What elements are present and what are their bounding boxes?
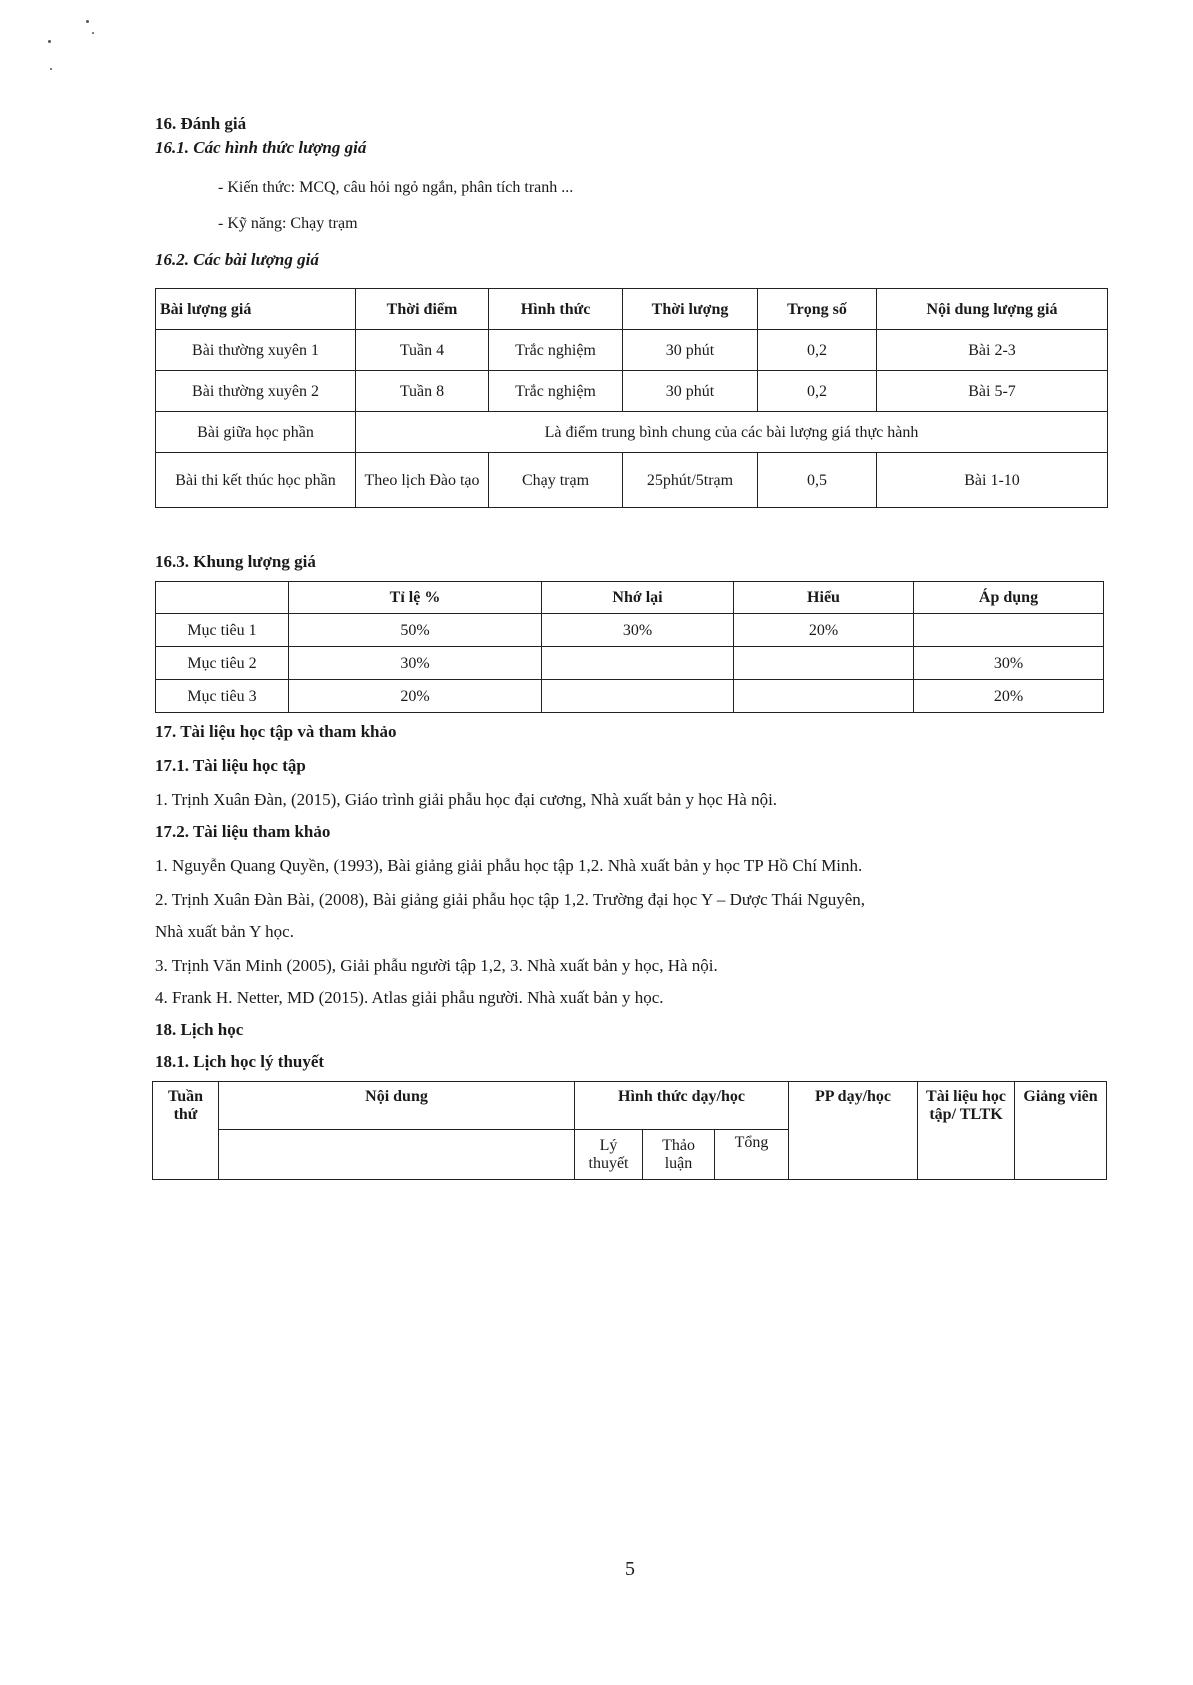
- table-row: [156, 614, 1104, 647]
- page-number: 5: [625, 1558, 635, 1580]
- table-cell: 30 phút: [623, 371, 758, 412]
- assessment-form-knowledge: - Kiến thức: MCQ, câu hỏi ngỏ ngắn, phân tích tranh ...: [218, 179, 574, 196]
- table-cell: Bài 5-7: [877, 371, 1108, 412]
- table-header-row: [156, 289, 1108, 330]
- reference-item-continued: Nhà xuất bản Y học.: [155, 922, 294, 941]
- table-cell: Trắc nghiệm: [489, 330, 623, 371]
- table-cell: Tuần 8: [356, 371, 489, 412]
- section-17-title: 17. Tài liệu học tập và tham khảo: [155, 722, 397, 741]
- assessment-framework-table: [155, 581, 1104, 713]
- reference-item: 2. Trịnh Xuân Đàn Bài, (2008), Bài giảng giải phẫu học tập 1,2. Trường đại học Y – Dược Thái Nguyên,: [155, 890, 866, 909]
- table-cell: Tuần 4: [356, 330, 489, 371]
- table-row: [156, 412, 1108, 453]
- table-cell: 20%: [734, 614, 914, 647]
- col-subheader: Thảo luận: [643, 1130, 715, 1180]
- table-cell: Mục tiêu 2: [156, 647, 289, 680]
- table-cell: 0,2: [758, 330, 877, 371]
- col-header-content: Nội dung: [219, 1082, 575, 1130]
- table-cell: [734, 647, 914, 680]
- table-cell: [542, 647, 734, 680]
- col-subheader: Lý thuyết: [575, 1130, 643, 1180]
- empty-cell: [219, 1130, 575, 1180]
- col-header: Thời lượng: [623, 289, 758, 330]
- reference-item: 1. Nguyễn Quang Quyền, (1993), Bài giảng giải phẫu học tập 1,2. Nhà xuất bản y học TP Hồ Chí Minh.: [155, 856, 863, 875]
- table-cell: 0,5: [758, 453, 877, 508]
- col-header: Áp dụng: [914, 582, 1104, 614]
- col-header-method: PP dạy/học: [789, 1082, 918, 1180]
- table-cell: 30%: [542, 614, 734, 647]
- col-header-lecturer: Giảng viên: [1015, 1082, 1107, 1180]
- reference-main: 1. Trịnh Xuân Đàn, (2015), Giáo trình giải phẫu học đại cương, Nhà xuất bản y học Hà nội.: [155, 790, 778, 809]
- table-row: [156, 647, 1104, 680]
- section-16-3-title: 16.3. Khung lượng giá: [155, 552, 316, 571]
- table-row: [156, 680, 1104, 713]
- table-cell: [542, 680, 734, 713]
- assessment-form-skill: - Kỹ năng: Chạy trạm: [218, 215, 358, 232]
- col-header: Tỉ lệ %: [289, 582, 542, 614]
- table-cell: 50%: [289, 614, 542, 647]
- section-18-1-title: 18.1. Lịch học lý thuyết: [155, 1052, 325, 1071]
- col-header: Nhớ lại: [542, 582, 734, 614]
- section-16-title: 16. Đánh giá: [155, 114, 247, 133]
- col-header: Thời điểm: [356, 289, 489, 330]
- table-row: [156, 453, 1108, 508]
- col-header: [156, 582, 289, 614]
- assessment-table: [155, 288, 1108, 508]
- table-cell-merged: Là điểm trung bình chung của các bài lượng giá thực hành: [356, 412, 1108, 453]
- table-cell: Bài thi kết thúc học phần: [156, 453, 356, 508]
- table-cell: Bài giữa học phần: [156, 412, 356, 453]
- scan-speckles: [40, 18, 110, 78]
- table-cell: 30%: [914, 647, 1104, 680]
- table-row: [156, 330, 1108, 371]
- section-16-1-title: 16.1. Các hình thức lượng giá: [155, 138, 367, 157]
- section-17-1-title: 17.1. Tài liệu học tập: [155, 756, 306, 775]
- table-cell: 30%: [289, 647, 542, 680]
- table-cell: Bài 2-3: [877, 330, 1108, 371]
- section-17-2-title: 17.2. Tài liệu tham khảo: [155, 822, 331, 841]
- col-header: Hiểu: [734, 582, 914, 614]
- table-header-row: [153, 1082, 1107, 1130]
- col-header: Trọng số: [758, 289, 877, 330]
- table-cell: [914, 614, 1104, 647]
- table-cell: Mục tiêu 3: [156, 680, 289, 713]
- table-cell: 20%: [289, 680, 542, 713]
- table-header-row: [156, 582, 1104, 614]
- col-header-week: Tuần thứ: [153, 1082, 219, 1180]
- table-cell: 30 phút: [623, 330, 758, 371]
- reference-item: 4. Frank H. Netter, MD (2015). Atlas giải phẫu người. Nhà xuất bản y học.: [155, 988, 664, 1007]
- col-header: Bài lượng giá: [156, 289, 356, 330]
- table-cell: [734, 680, 914, 713]
- col-subheader: Tổng: [715, 1130, 789, 1180]
- table-cell: Trắc nghiệm: [489, 371, 623, 412]
- col-header-docs: Tài liệu học tập/ TLTK: [918, 1082, 1015, 1180]
- table-cell: Bài 1-10: [877, 453, 1108, 508]
- table-cell: 25phút/5trạm: [623, 453, 758, 508]
- table-cell: 0,2: [758, 371, 877, 412]
- table-cell: Theo lịch Đào tạo: [356, 453, 489, 508]
- col-header: Hình thức: [489, 289, 623, 330]
- table-cell: Bài thường xuyên 1: [156, 330, 356, 371]
- table-cell: Chạy trạm: [489, 453, 623, 508]
- table-cell: Bài thường xuyên 2: [156, 371, 356, 412]
- table-row: [156, 371, 1108, 412]
- col-header: Nội dung lượng giá: [877, 289, 1108, 330]
- section-16-2-title: 16.2. Các bài lượng giá: [155, 250, 319, 269]
- section-18-title: 18. Lịch học: [155, 1020, 244, 1039]
- reference-item: 3. Trịnh Văn Minh (2005), Giải phẫu người tập 1,2, 3. Nhà xuất bản y học, Hà nội.: [155, 956, 718, 975]
- table-cell: Mục tiêu 1: [156, 614, 289, 647]
- schedule-table: [152, 1081, 1107, 1180]
- table-cell: 20%: [914, 680, 1104, 713]
- col-header-form: Hình thức dạy/học: [575, 1082, 789, 1130]
